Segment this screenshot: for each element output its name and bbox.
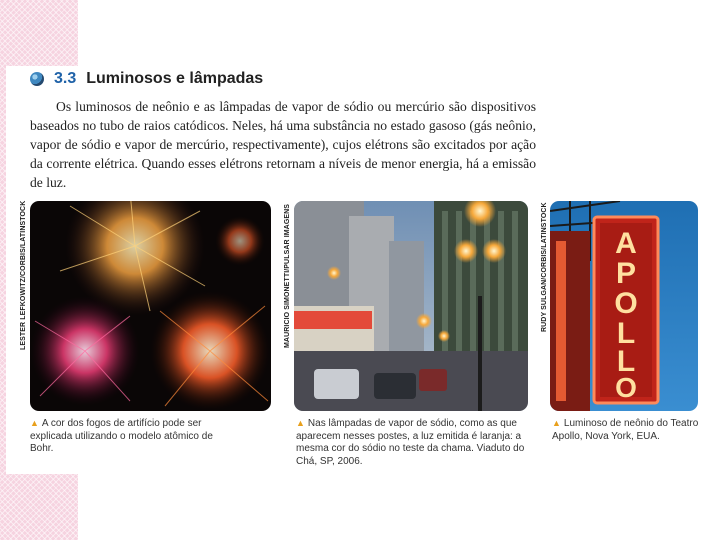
svg-text:P: P <box>615 257 637 290</box>
svg-text:L: L <box>616 345 636 378</box>
caption-street-lamps <box>296 417 528 468</box>
section-number: 3.3 <box>54 70 77 87</box>
section-header <box>30 68 263 90</box>
svg-text:O: O <box>615 372 637 403</box>
caption-text: A cor dos fogos de artifício pode ser explicada utilizando o modelo atômico de Bohr. <box>30 418 213 454</box>
photo-credit-neon: RUDY SULGAN/CORBIS/LATINSTOCK <box>541 202 548 332</box>
textbook-page <box>6 66 720 474</box>
caption-neon-sign <box>552 417 712 443</box>
body-paragraph: Os luminosos de neônio e as lâmpadas de vapor de sódio ou mercúrio são dispositivos baseados no tubo de raios catódicos. Neles, há uma substância no estado gasoso (gás neônio, vapor de sódio e vapor de mercúrio, respectivamente), cujos elétrons são excitados por ação da corrente elétrica. Quando esses elétrons retornam a níveis de menor energia, há a emissão de luz. <box>30 99 536 190</box>
caption-bullet-icon: ▲ <box>30 418 39 428</box>
photo-credit-street: MAURICIO SIMONETTI/PULSAR IMAGENS <box>284 203 291 348</box>
caption-bullet-icon: ▲ <box>296 418 305 428</box>
caption-text: Luminoso de neônio do Teatro Apollo, Nova York, EUA. <box>552 418 699 442</box>
caption-text: Nas lâmpadas de vapor de sódio, como as que aparecem nesses postes, a luz emitida é laranja: a mesma cor do sódio no teste da chama. Viaduto do Chá, SP, 2006. <box>296 418 525 467</box>
svg-text:L: L <box>616 317 636 350</box>
caption-bullet-icon: ▲ <box>552 418 561 428</box>
street-lamps-photo <box>294 201 528 411</box>
section-title: Luminosos e lâmpadas <box>86 70 264 87</box>
caption-fireworks <box>30 417 235 456</box>
svg-text:A: A <box>615 227 637 260</box>
neon-sign-photo <box>550 201 698 411</box>
svg-text:O: O <box>614 287 638 320</box>
fireworks-photo <box>30 201 271 411</box>
photo-credit-fireworks: LESTER LEFKOWITZ/CORBIS/LATINSTOCK <box>20 200 27 350</box>
blue-bullet-icon <box>30 72 44 86</box>
